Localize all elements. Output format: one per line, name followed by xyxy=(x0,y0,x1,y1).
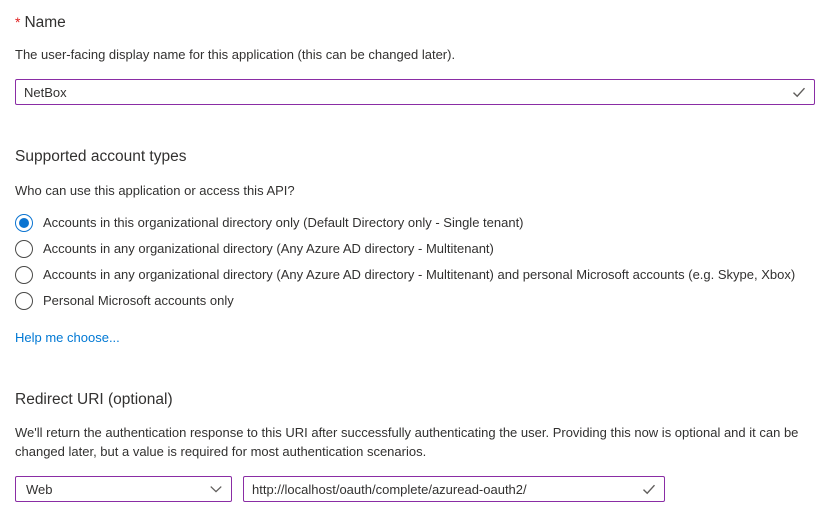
radio-option-label: Personal Microsoft accounts only xyxy=(43,293,234,308)
radio-option-multitenant-personal[interactable] xyxy=(15,262,815,288)
radio-option-multitenant[interactable] xyxy=(15,236,815,262)
radio-unselected-icon[interactable] xyxy=(15,266,33,284)
radio-option-single-tenant[interactable] xyxy=(15,210,815,236)
redirect-uri-row xyxy=(15,476,815,502)
supported-account-types-section xyxy=(15,147,815,347)
radio-option-label: Accounts in this organizational directory only (Default Directory only - Single tenant) xyxy=(43,215,524,230)
supported-account-types-heading: Supported account types xyxy=(15,148,187,165)
name-input[interactable] xyxy=(15,79,815,105)
radio-option-label: Accounts in any organizational directory (Any Azure AD directory - Multitenant) and personal Microsoft accounts (e.g. Skype, Xbox) xyxy=(43,267,796,282)
name-field-label-text: Name xyxy=(24,14,66,31)
chevron-down-icon xyxy=(209,482,223,496)
name-field-label xyxy=(15,12,815,33)
redirect-uri-input[interactable] xyxy=(243,476,665,502)
redirect-uri-heading: Redirect URI (optional) xyxy=(15,391,173,408)
radio-selected-icon[interactable] xyxy=(15,214,33,232)
platform-select-dropdown[interactable] xyxy=(15,476,232,502)
radio-option-label: Accounts in any organizational directory (Any Azure AD directory - Multitenant) xyxy=(43,241,494,256)
name-section xyxy=(15,12,815,105)
required-asterisk: * xyxy=(15,14,21,30)
help-me-choose-link[interactable]: Help me choose... xyxy=(15,330,120,345)
name-field-description: The user-facing display name for this application (this can be changed later). xyxy=(15,47,456,62)
radio-unselected-icon[interactable] xyxy=(15,292,33,310)
redirect-uri-section xyxy=(15,390,815,502)
redirect-uri-input-wrap xyxy=(243,476,665,502)
radio-option-personal-only[interactable] xyxy=(15,288,815,314)
account-types-question: Who can use this application or access this API? xyxy=(15,183,295,198)
account-types-radio-group xyxy=(15,210,815,314)
platform-selected-value: Web xyxy=(26,481,53,497)
name-input-wrap xyxy=(15,79,815,105)
radio-unselected-icon[interactable] xyxy=(15,240,33,258)
redirect-uri-description: We'll return the authentication response to this URI after successfully authenticating the user. Providing this now is optional and it can be changed later, but a value is required for most authentication scenarios. xyxy=(15,425,799,459)
